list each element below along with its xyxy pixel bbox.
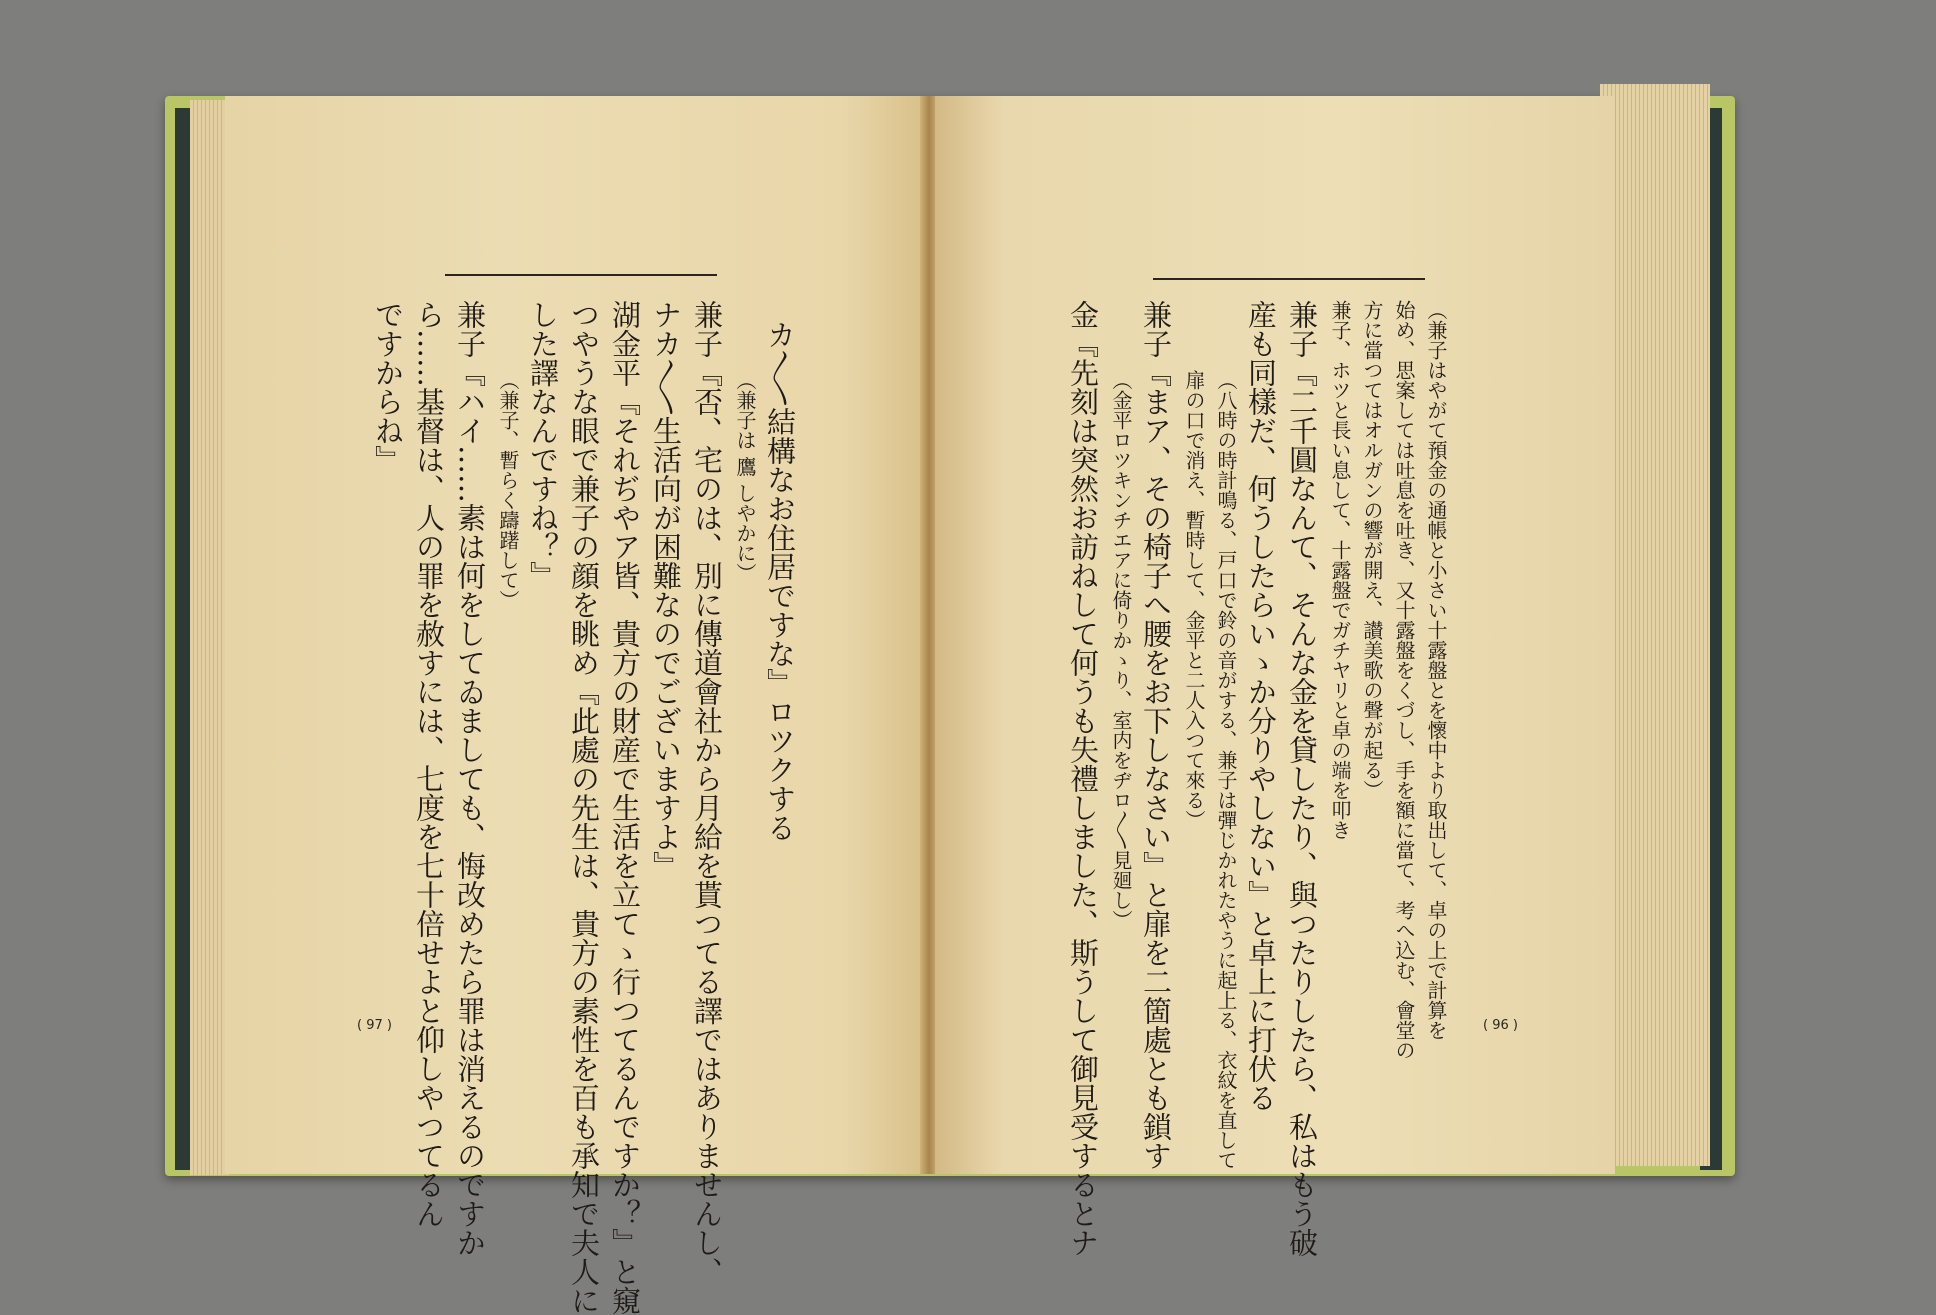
text-column: 湖金平『それぢやア皆、貴方の財産で生活を立てゝ行つてるんですか？』と窺 — [608, 300, 642, 1315]
left-page — [225, 96, 925, 1315]
text-column: （金平ロツキンチエアに倚りかゝり、室内をヂロ〳〵見廻し） — [1109, 370, 1133, 930]
right-page-number: ( 96 ) — [1483, 1018, 1518, 1033]
text-column: （兼子、暫らく躊躇して） — [496, 370, 520, 610]
text-column: （兼子はやがて預金の通帳と小さい十露盤とを懷中より取出して、卓の上で計算を — [1424, 300, 1448, 1040]
text-column: 兼子『ハイ……素は何をしてゐましても、悔改めたら罪は消えるのですか — [453, 300, 487, 1257]
text-column: 兼子『二千圓なんて、そんな金を貸したり、與つたりしたら、私はもう破 — [1285, 300, 1319, 1257]
text-column: 兼子『まア、その椅子へ腰をお下しなさい』と扉を二箇處とも鎖す — [1139, 300, 1173, 1170]
text-column: ナカ〳〵生活向が困難なのでございますよ』 — [649, 300, 683, 880]
text-column: 兼子、ホツと長い息して、十露盤でガチヤリと卓の端を叩き — [1328, 300, 1352, 840]
text-column: （八時の時計鳴る、戸口で鈴の音がする、兼子は彈じかれたやうに起上る、衣紋を直して — [1214, 370, 1238, 1170]
text-column: 金『先刻は突然お訪ねして何うも失禮しました、斯うして御見受するとナ — [1066, 300, 1100, 1257]
text-column: つやうな眼で兼子の顔を眺め『此處の先生は、貴方の素性を百も承知で夫人に — [567, 300, 601, 1315]
text-column: 兼子『否、宅のは、別に傳道會社から月給を貰つてる譯ではありませんし、 — [690, 300, 724, 1286]
page-stack-left — [190, 100, 230, 1175]
left-page-text — [225, 96, 925, 1315]
right-page — [935, 96, 1615, 1257]
page-stack-right — [1600, 84, 1710, 1166]
text-column: 産も同樣だ、何うしたらいゝか分りやしない』と卓上に打伏る — [1244, 300, 1278, 1112]
text-column: ですからね』 — [371, 300, 405, 474]
text-column: 始め、思案しては吐息を吐き、又十露盤をくづし、手を額に當て、考へ込む、會堂の — [1392, 300, 1416, 1060]
text-column: （兼子は 鷹 しやかに） — [733, 370, 757, 583]
text-column: カ〳〵結構なお住居ですな』ロツクする — [763, 320, 797, 842]
left-page-number: ( 97 ) — [357, 1018, 392, 1033]
text-column: 扉の口で消え、暫時して、金平と二人入つて來る） — [1182, 370, 1206, 830]
text-column: した譯なんですね？』 — [526, 300, 560, 590]
text-column: 方に當つてはオルガンの響が開え、讃美歌の聲が起る） — [1360, 300, 1384, 800]
text-column: ら……基督は、人の罪を赦すには、七度を七十倍せよと仰しやつてるん — [412, 300, 446, 1228]
right-page-text — [935, 96, 1615, 1257]
